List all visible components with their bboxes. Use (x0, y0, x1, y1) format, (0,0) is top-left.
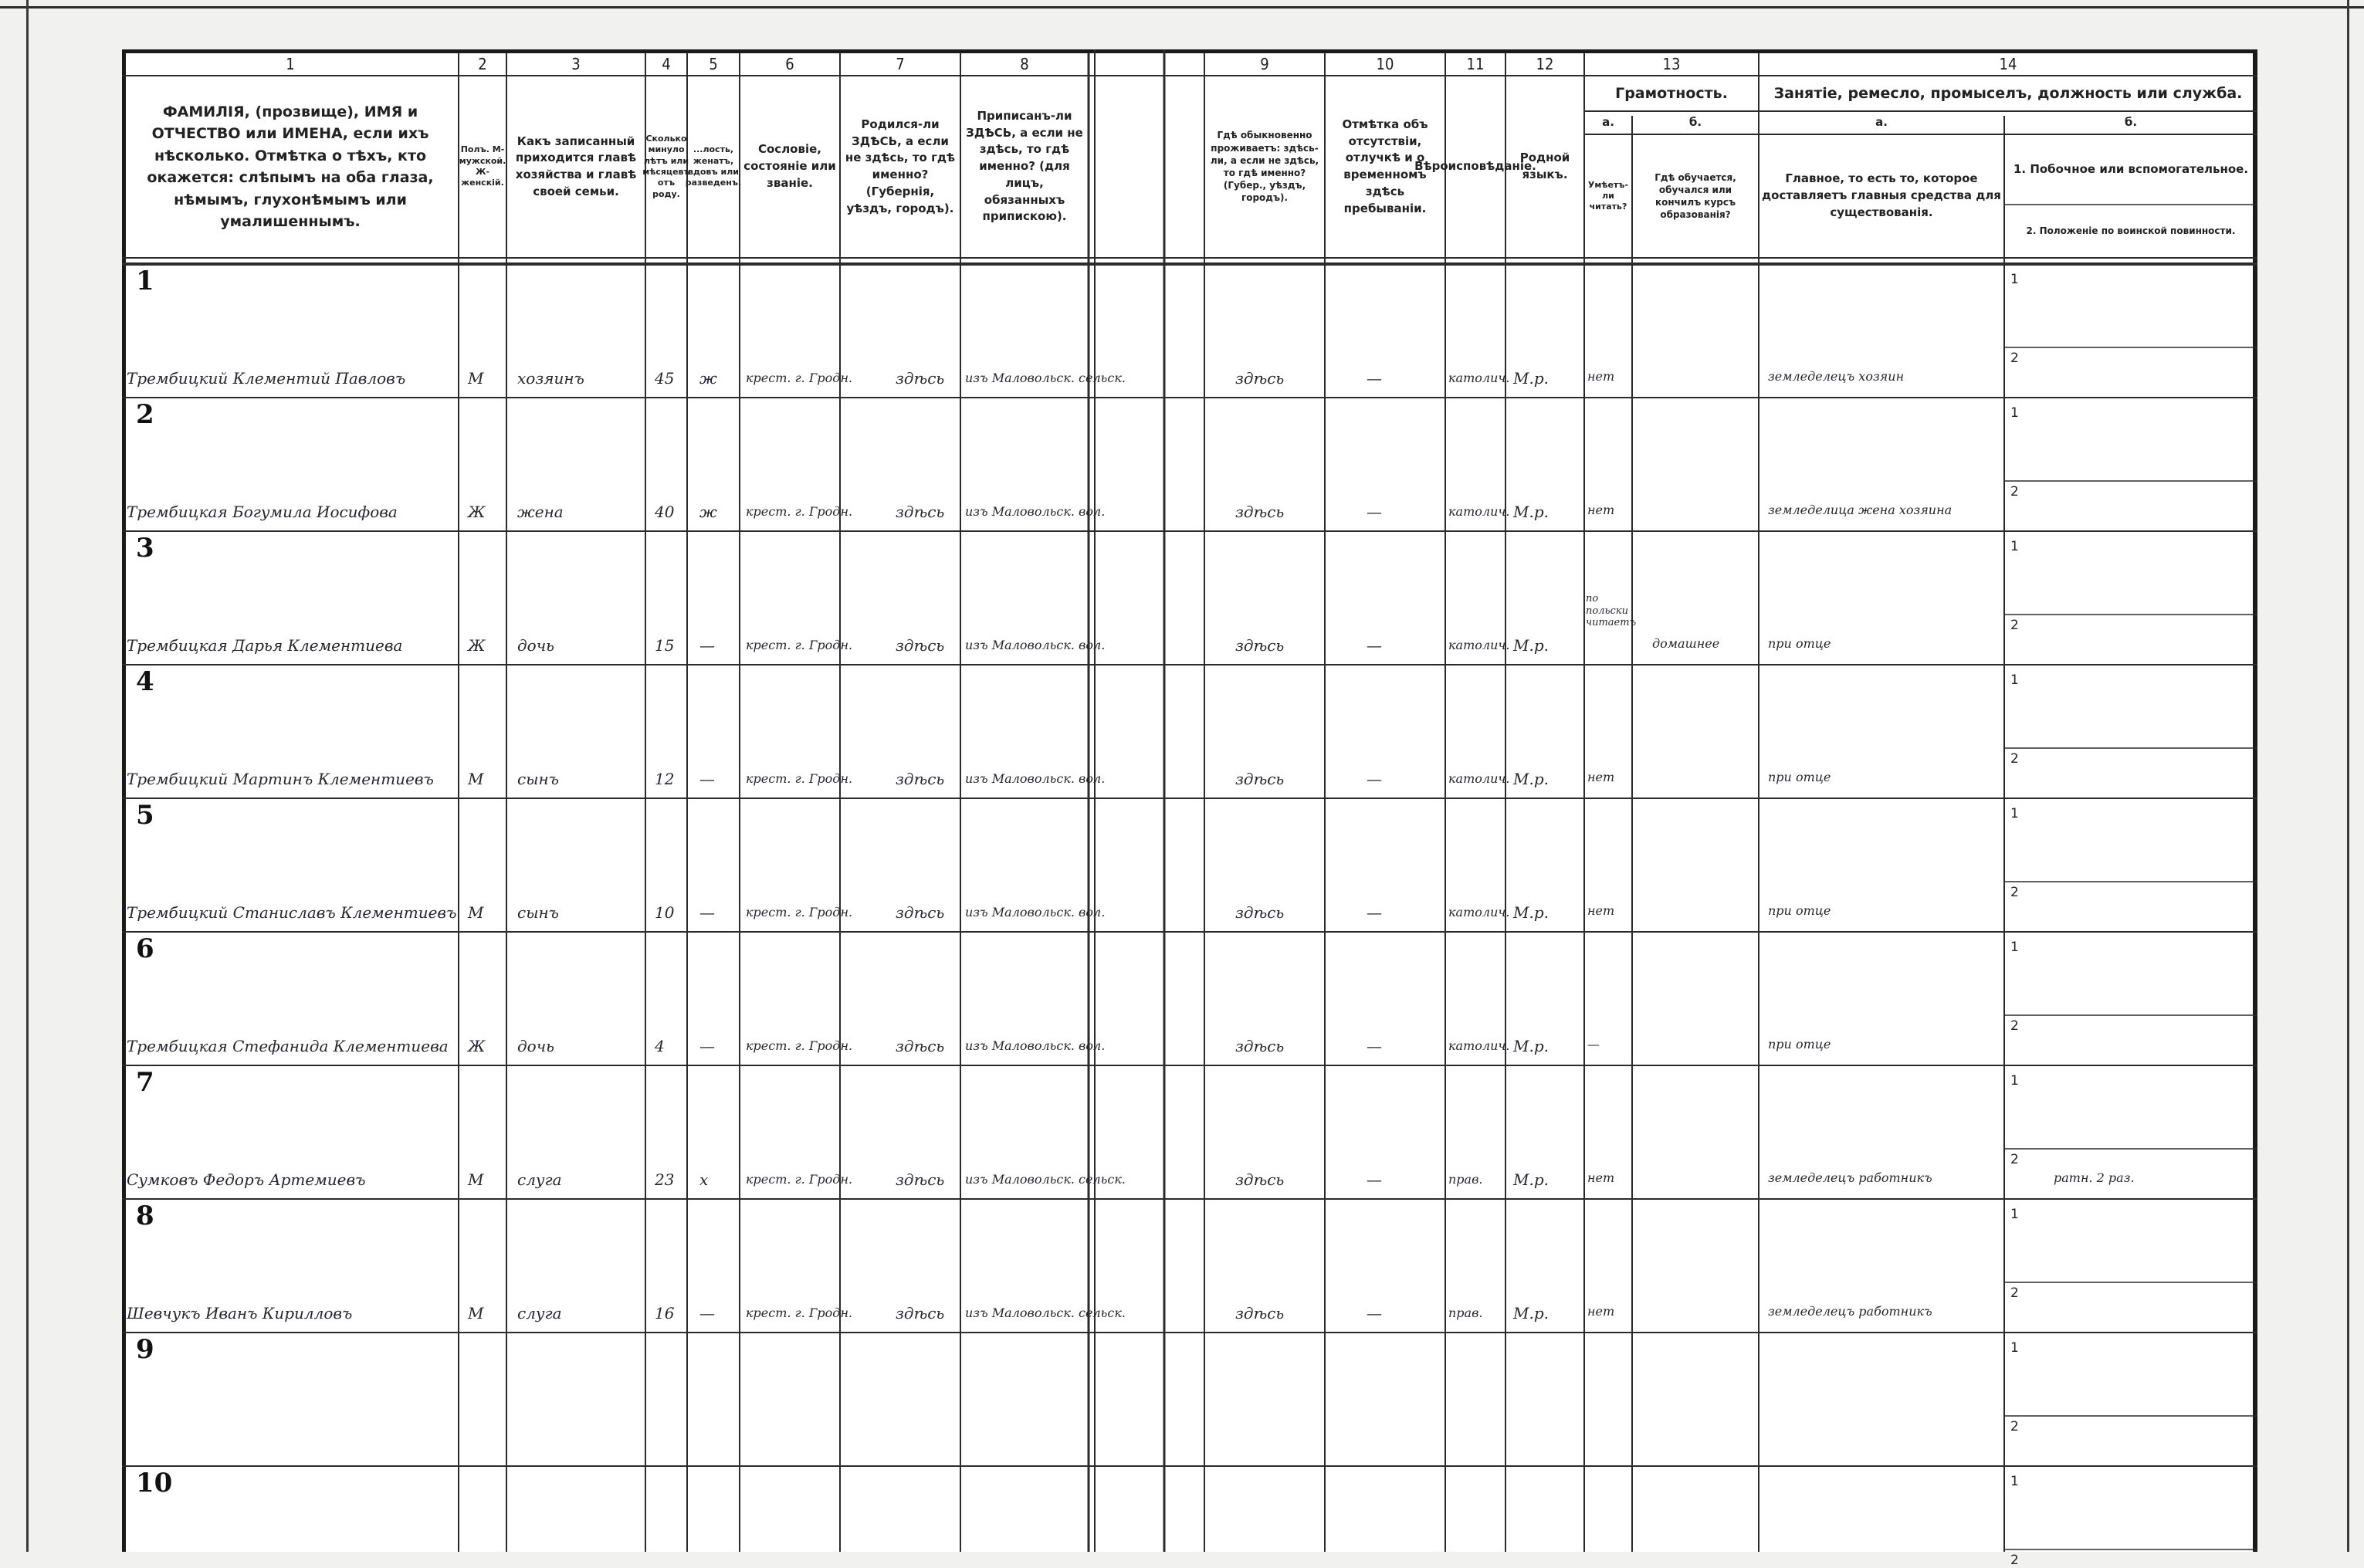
resident-registration: изъ Маловольск. сельск. (965, 1306, 1126, 1320)
column-number: 1 (286, 55, 295, 73)
resident-registration: изъ Маловольск. сельск. (965, 1172, 1126, 1187)
resident-education: домашнее (1652, 636, 1720, 651)
resident-religion: католич. (1448, 504, 1510, 519)
resident-sex: Ж (468, 503, 486, 521)
resident-residence: здѣсь (1235, 1170, 1285, 1189)
resident-religion: прав. (1448, 1172, 1483, 1187)
resident-birthplace: здѣсь (896, 636, 945, 655)
resident-marital: — (699, 903, 715, 922)
subrow-label: 2 (2010, 1285, 2019, 1301)
resident-registration: изъ Маловольск. вол. (965, 638, 1106, 652)
resident-absence: — (1367, 503, 1382, 521)
resident-registration: изъ Маловольск. вол. (965, 905, 1106, 919)
header-religion: Вѣроисповѣданіе. (1414, 159, 1536, 174)
resident-relation: слуга (517, 1304, 562, 1322)
resident-age: 40 (655, 503, 675, 521)
subrow-label: 2 (2010, 618, 2019, 633)
resident-marital: ж (699, 503, 717, 521)
resident-sex: М (468, 903, 484, 922)
resident-birthplace: здѣсь (896, 770, 945, 788)
resident-name: Шевчукъ Иванъ Кирилловъ (127, 1304, 353, 1322)
resident-age: 15 (655, 636, 675, 655)
resident-estate: крест. г. Гродн. (746, 638, 853, 652)
resident-literacy: нет (1587, 770, 1615, 784)
column-number: 12 (1536, 55, 1554, 73)
resident-language: М.р. (1513, 503, 1549, 521)
resident-name: Трембицкий Мартинъ Клементиевъ (127, 770, 434, 788)
resident-relation: слуга (517, 1170, 562, 1189)
column-number: 7 (896, 55, 905, 73)
subrow-label: 1 (2010, 405, 2019, 421)
resident-main-occupation: при отце (1768, 1037, 1831, 1052)
resident-religion: католич. (1448, 905, 1510, 919)
resident-estate: крест. г. Гродн. (746, 1172, 853, 1187)
subrow-label: 2 (2010, 751, 2019, 767)
subrow-label: 2 (2010, 885, 2019, 900)
header-registered: Приписанъ-ли ЗДѢСЬ, а если не здѣсь, то гдѣ именно? (для лицъ, обязанныхъ припискою). (966, 108, 1083, 224)
row-number: 2 (136, 399, 154, 430)
resident-name: Трембицкая Дарья Клементиева (127, 636, 403, 655)
resident-absence: — (1367, 1170, 1382, 1189)
resident-sex: Ж (468, 1037, 486, 1055)
resident-registration: изъ Маловольск. вол. (965, 1038, 1106, 1053)
resident-religion: католич. (1448, 1038, 1510, 1053)
resident-marital: — (699, 1304, 715, 1322)
resident-age: 16 (655, 1304, 675, 1322)
resident-language: М.р. (1513, 903, 1549, 922)
column-number: 14 (1999, 55, 2017, 73)
resident-sex: М (468, 770, 484, 788)
row-number: 4 (136, 666, 154, 697)
resident-literacy: — (1587, 1037, 1600, 1052)
resident-main-occupation: земледелица жена хозяина (1768, 503, 1953, 517)
subrow-label: 2 (2010, 1553, 2019, 1568)
resident-sex: М (468, 1170, 484, 1189)
resident-absence: — (1367, 1037, 1382, 1055)
resident-birthplace: здѣсь (896, 903, 945, 922)
resident-birthplace: здѣсь (896, 1037, 945, 1055)
resident-main-occupation: земледелецъ работникъ (1768, 1304, 1932, 1319)
resident-registration: изъ Маловольск. вол. (965, 771, 1106, 786)
resident-literacy: нет (1587, 369, 1615, 384)
subrow-label: 2 (2010, 351, 2019, 366)
subrow-label: 1 (2010, 672, 2019, 688)
column-number: 10 (1376, 55, 1394, 73)
resident-language: М.р. (1513, 636, 1549, 655)
resident-residence: здѣсь (1235, 1037, 1285, 1055)
resident-relation: дочь (517, 1037, 555, 1055)
row-number: 9 (136, 1334, 154, 1365)
resident-estate: крест. г. Гродн. (746, 771, 853, 786)
resident-residence: здѣсь (1235, 1304, 1285, 1322)
header-literacy-a-label: а. (1602, 115, 1614, 130)
resident-marital: — (699, 636, 715, 655)
column-number: 5 (709, 55, 718, 73)
resident-absence: — (1367, 770, 1382, 788)
column-number: 4 (662, 55, 671, 73)
resident-birthplace: здѣсь (896, 369, 945, 388)
header-marital: ...лость, женатъ, вдовъ или разведенъ. (685, 144, 742, 188)
header-occupation: Занятіе, ремесло, промыселъ, должность или служба. (1773, 84, 2243, 102)
resident-estate: крест. г. Гродн. (746, 905, 853, 919)
subrow-label: 1 (2010, 940, 2019, 955)
resident-marital: х (699, 1170, 709, 1189)
header-born: Родился-ли ЗДѢСЬ, а если не здѣсь, то гдѣ именно? (Губернія, уѣздъ, городъ). (845, 117, 956, 215)
header-absence: Отмѣтка объ отсутствіи, отлучкѣ и о временномъ здѣсь пребываніи. (1342, 117, 1428, 215)
resident-language: М.р. (1513, 369, 1549, 388)
resident-language: М.р. (1513, 770, 1549, 788)
resident-relation: жена (517, 503, 564, 521)
resident-religion: католич. (1448, 771, 1510, 786)
resident-language: М.р. (1513, 1304, 1549, 1322)
resident-main-occupation: земледелецъ хозяин (1768, 369, 1905, 384)
resident-main-occupation: земледелецъ работникъ (1768, 1170, 1932, 1185)
resident-age: 4 (655, 1037, 665, 1055)
resident-estate: крест. г. Гродн. (746, 1038, 853, 1053)
resident-age: 10 (655, 903, 675, 922)
resident-residence: здѣсь (1235, 369, 1285, 388)
header-age: Сколько минуло лѣтъ или мѣсяцевъ отъ роду. (642, 134, 690, 199)
subrow-label: 2 (2010, 484, 2019, 500)
resident-main-occupation: при отце (1768, 770, 1831, 784)
resident-absence: — (1367, 636, 1382, 655)
resident-literacy: нет (1587, 903, 1615, 918)
resident-name: Трембицкий Клементий Павловъ (127, 369, 406, 388)
subrow-label: 2 (2010, 1152, 2019, 1167)
header-education: Гдѣ обучается, обучался или кончилъ курсъ образованія? (1654, 171, 1736, 221)
column-number: 3 (571, 55, 581, 73)
resident-residence: здѣсь (1235, 770, 1285, 788)
resident-residence: здѣсь (1235, 636, 1285, 655)
subrow-label: 1 (2010, 1474, 2019, 1489)
resident-relation: хозяинъ (517, 369, 584, 388)
resident-religion: католич. (1448, 371, 1510, 385)
column-number: 11 (1466, 55, 1485, 73)
row-number: 8 (136, 1201, 154, 1231)
resident-marital: ж (699, 369, 717, 388)
resident-literacy: нет (1587, 503, 1615, 517)
column-number: 6 (785, 55, 794, 73)
header-occupation-a-label: а. (1875, 115, 1888, 130)
column-number: 13 (1662, 55, 1681, 73)
resident-literacy: по польски читаетъ (1586, 593, 1637, 629)
resident-literacy: нет (1587, 1304, 1615, 1319)
resident-language: М.р. (1513, 1037, 1549, 1055)
subrow-label: 1 (2010, 1340, 2019, 1356)
subrow-label: 2 (2010, 1419, 2019, 1434)
row-number: 5 (136, 800, 154, 831)
column-number: 8 (1020, 55, 1029, 73)
resident-sex: М (468, 1304, 484, 1322)
header-resides: Гдѣ обыкновенно проживаетъ: здѣсь-ли, а если не здѣсь, то гдѣ именно? (Губер., уѣздъ, городъ). (1210, 130, 1319, 204)
row-number: 1 (136, 266, 154, 296)
resident-military-status: ратн. 2 раз. (2054, 1170, 2135, 1185)
resident-sex: Ж (468, 636, 486, 655)
header-literacy-b-label: б. (1688, 115, 1702, 130)
resident-name: Трембицкий Станиславъ Клементиевъ (127, 903, 457, 922)
subrow-label: 1 (2010, 272, 2019, 287)
resident-marital: — (699, 1037, 715, 1055)
row-number: 7 (136, 1067, 154, 1098)
subrow-label: 2 (2010, 1018, 2019, 1034)
resident-residence: здѣсь (1235, 503, 1285, 521)
resident-main-occupation: при отце (1768, 636, 1831, 651)
resident-relation: сынъ (517, 903, 559, 922)
resident-estate: крест. г. Гродн. (746, 371, 853, 385)
header-relation: Какъ записанный приходится главѣ хозяйства и главѣ своей семьи. (515, 134, 637, 198)
resident-birthplace: здѣсь (896, 503, 945, 521)
resident-relation: дочь (517, 636, 555, 655)
resident-language: М.р. (1513, 1170, 1549, 1189)
resident-absence: — (1367, 903, 1382, 922)
header-sex: Полъ. М-мужской. Ж-женскій. (459, 144, 506, 188)
resident-birthplace: здѣсь (896, 1304, 945, 1322)
subrow-label: 1 (2010, 539, 2019, 554)
resident-main-occupation: при отце (1768, 903, 1831, 918)
subrow-label: 1 (2010, 1207, 2019, 1222)
subrow-label: 1 (2010, 1073, 2019, 1089)
resident-religion: прав. (1448, 1306, 1483, 1320)
row-number: 10 (136, 1468, 173, 1499)
row-number: 3 (136, 533, 154, 564)
resident-religion: католич. (1448, 638, 1510, 652)
header-estate: Сословіе, состояніе или званіе. (743, 142, 836, 190)
subrow-label: 1 (2010, 806, 2019, 821)
resident-age: 12 (655, 770, 675, 788)
resident-registration: изъ Маловольск. сельск. (965, 371, 1126, 385)
resident-age: 45 (655, 369, 675, 388)
resident-estate: крест. г. Гродн. (746, 504, 853, 519)
resident-name: Трембицкая Стефанида Клементиева (127, 1037, 449, 1055)
resident-absence: — (1367, 369, 1382, 388)
header-literacy: Грамотность. (1615, 84, 1728, 102)
header-occupation-b-label: б. (2124, 115, 2138, 130)
header-can-read: Умѣетъ-ли читать? (1587, 179, 1629, 212)
resident-absence: — (1367, 1304, 1382, 1322)
column-number: 2 (478, 55, 487, 73)
resident-marital: — (699, 770, 715, 788)
column-number: 9 (1260, 55, 1269, 73)
resident-name: Трембицкая Богумила Иосифова (127, 503, 398, 521)
header-language: Родной языкъ. (1519, 151, 1570, 181)
header-military: 2. Положеніе по воинской повинности. (2026, 225, 2236, 237)
row-number: 6 (136, 933, 154, 964)
resident-age: 23 (655, 1170, 675, 1189)
header-side-occupation: 1. Побочное или вспомогательное. (2013, 161, 2249, 176)
resident-registration: изъ Маловольск. вол. (965, 504, 1106, 519)
resident-birthplace: здѣсь (896, 1170, 945, 1189)
resident-literacy: нет (1587, 1170, 1615, 1185)
resident-estate: крест. г. Гродн. (746, 1306, 853, 1320)
resident-residence: здѣсь (1235, 903, 1285, 922)
header-name: ФАМИЛІЯ, (прозвище), ИМЯ и ОТЧЕСТВО или ИМЕНА, если ихъ нѣсколько. Отмѣтка о тѣхъ, кто окажется: слѣпымъ на оба глаза, нѣмымъ, глухонѣмымъ или умалишеннымъ. (147, 103, 434, 230)
resident-name: Сумковъ Федоръ Артемиевъ (127, 1170, 366, 1189)
resident-sex: М (468, 369, 484, 388)
resident-relation: сынъ (517, 770, 559, 788)
header-main-occupation: Главное, то есть то, которое доставляетъ главныя средства для существованія. (1762, 171, 2001, 219)
